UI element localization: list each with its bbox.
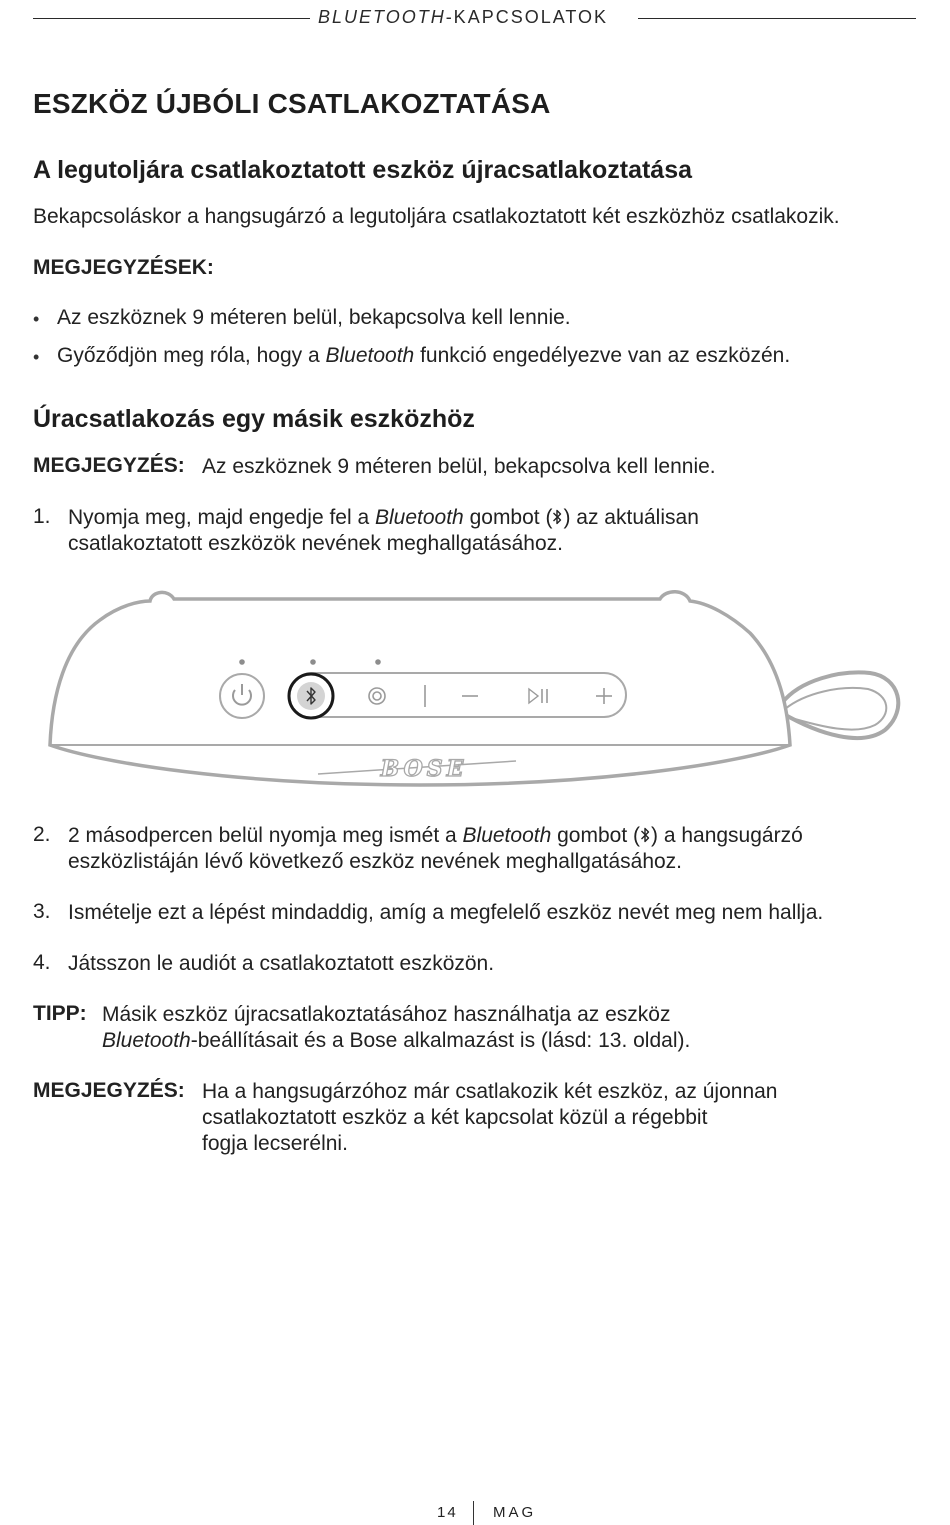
tip-italic: Bluetooth	[102, 1029, 191, 1052]
bullet-item-2	[57, 344, 790, 368]
step-2	[68, 823, 803, 875]
section2-heading: Úracsatlakozás egy másik eszközhöz	[33, 405, 475, 433]
step-1-line-2: csatlakoztatott eszközök nevének meghallgatásához.	[68, 532, 563, 555]
header-title-italic: BLUETOOTH	[318, 7, 446, 27]
tip-label: TIPP:	[33, 1002, 87, 1025]
bluetooth-button-icon	[289, 674, 333, 718]
section1-heading: A legutoljára csatlakoztatott eszköz újracsatlakoztatása	[33, 156, 693, 184]
step-2-line-2: eszközlistáján lévő következő eszköz nevének meghallgatásához.	[68, 850, 683, 873]
footer-language: MAG	[493, 1504, 537, 1521]
footer-divider	[473, 1501, 474, 1525]
step-number: 3.	[33, 900, 51, 923]
step-1	[68, 505, 699, 557]
header-title-rest: -KAPCSOLATOK	[445, 7, 609, 27]
speaker-illustration	[40, 585, 910, 790]
bluetooth-icon	[552, 508, 563, 526]
bullet-marker: •	[33, 347, 40, 367]
note2-line-3: fogja lecserélni.	[202, 1132, 348, 1155]
step-number: 4.	[33, 951, 51, 974]
step-1-italic: Bluetooth	[375, 506, 464, 529]
tip-line-2: -beállításait és a Bose alkalmazást is (lásd: 13. oldal).	[190, 1029, 691, 1052]
step-2-text-mid: gombot (	[551, 824, 640, 847]
note2-line-1: Ha a hangsugárzóhoz már csatlakozik két eszköz, az újonnan	[202, 1080, 778, 1103]
step-3: Ismételje ezt a lépést mindaddig, amíg a megfelelő eszköz nevét meg nem hallja.	[68, 901, 824, 924]
step-number: 2.	[33, 823, 51, 846]
step-1-text-mid: gombot (	[463, 506, 553, 529]
step-2-italic: Bluetooth	[462, 824, 552, 847]
step-2-text-pre: 2 másodpercen belül nyomja meg ismét a	[68, 824, 463, 847]
step-2-text-post: ) a hangsugárzó	[651, 824, 803, 847]
note-text: Az eszköznek 9 méteren belül, bekapcsolva kell lennie.	[202, 455, 716, 478]
tip-text	[102, 1002, 690, 1054]
header-rule-right	[638, 18, 916, 19]
step-4: Játsszon le audiót a csatlakoztatott eszközön.	[68, 952, 495, 975]
bullet-2-italic: Bluetooth	[325, 344, 415, 367]
bullet-marker: •	[33, 309, 40, 329]
bullet-2-pre: Győződjön meg róla, hogy a	[57, 344, 326, 367]
step-number: 1.	[33, 505, 51, 528]
bullet-2-post: funkció engedélyezve van az eszközén.	[414, 344, 791, 367]
step-1-text-pre: Nyomja meg, majd engedje fel a	[68, 506, 375, 529]
tip-line-1: Másik eszköz újracsatlakoztatásához használhatja az eszköz	[102, 1003, 671, 1026]
note2-line-2: csatlakoztatott eszköz a két kapcsolat közül a régebbit	[202, 1106, 708, 1129]
note2-label: MEGJEGYZÉS:	[33, 1079, 185, 1102]
bluetooth-icon	[640, 826, 651, 844]
svg-text:BOSE: BOSE	[380, 756, 468, 782]
note-label: MEGJEGYZÉS:	[33, 454, 185, 477]
notes-label: MEGJEGYZÉSEK:	[33, 256, 214, 279]
page-number: 14	[437, 1504, 458, 1521]
control-strip	[290, 673, 626, 717]
header-rule-left	[33, 18, 310, 19]
note2-text	[202, 1079, 777, 1157]
power-icon	[220, 674, 264, 718]
step-1-text-post: ) az aktuálisan	[563, 506, 699, 529]
page-title: ESZKÖZ ÚJBÓLI CSATLAKOZTATÁSA	[33, 88, 551, 119]
section-header	[318, 7, 608, 28]
bullet-item-1: Az eszköznek 9 méteren belül, bekapcsolva kell lennie.	[57, 306, 571, 329]
section1-intro: Bekapcsoláskor a hangsugárzó a legutoljára csatlakoztatott két eszközhöz csatlakozik.	[33, 205, 840, 228]
